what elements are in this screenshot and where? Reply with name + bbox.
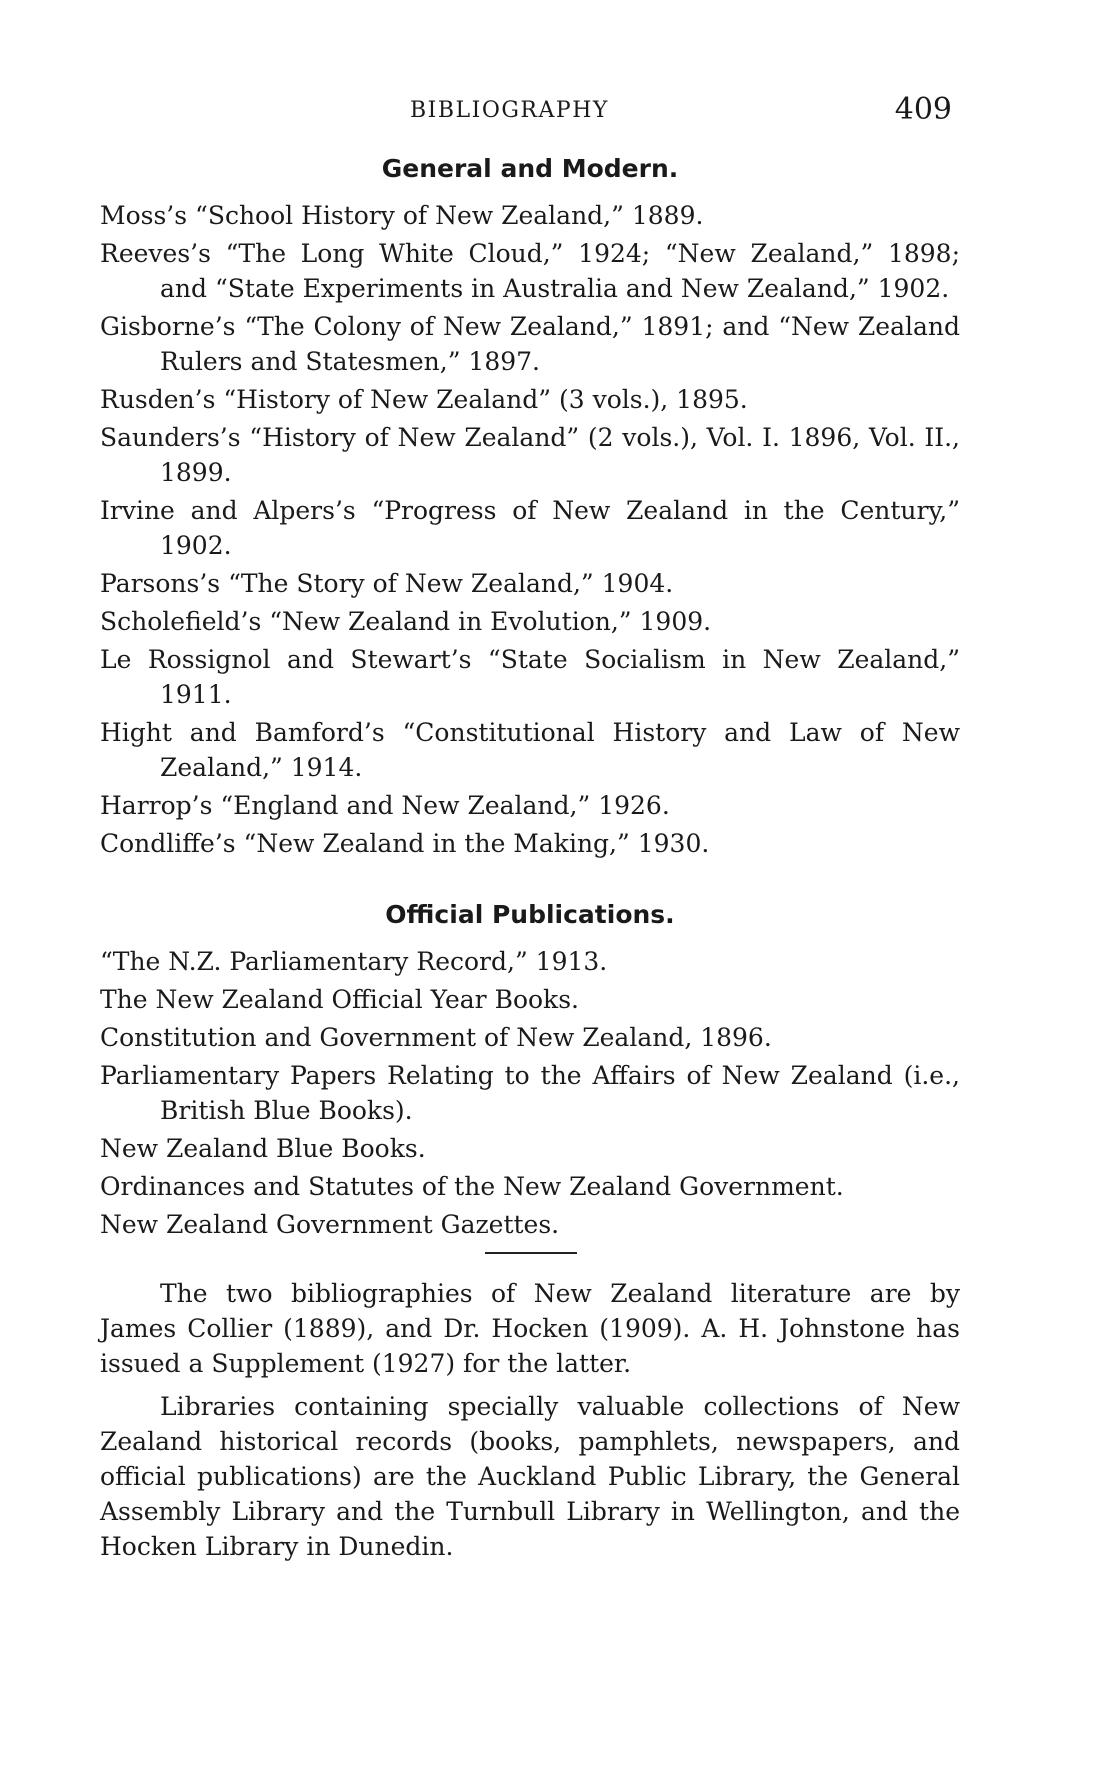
publication-entry: “The N.Z. Parliamentary Record,” 1913.	[100, 947, 608, 976]
publication-entry: The New Zealand Official Year Books.	[100, 985, 579, 1014]
general-bibliography-list	[100, 198, 960, 864]
bibliography-entry: Gisborne’s “The Colony of New Zealand,” 1891; and “New Zealand Rulers and Statesmen,” 1897.	[100, 312, 960, 376]
bibliography-entry: Le Rossignol and Stewart’s “State Socialism in New Zealand,” 1911.	[100, 645, 960, 709]
page-number: 409	[894, 92, 952, 127]
running-header	[100, 92, 960, 128]
bibliography-entry: Parsons’s “The Story of New Zealand,” 1904.	[100, 569, 674, 598]
bibliography-entry: Harrop’s “England and New Zealand,” 1926.	[100, 791, 670, 820]
running-title: BIBLIOGRAPHY	[410, 98, 609, 123]
publication-entry: Constitution and Government of New Zealand, 1896.	[100, 1023, 772, 1052]
bibliography-entry: Reeves’s “The Long White Cloud,” 1924; “New Zealand,” 1898; and “State Experiments in Australia and New Zealand,” 1902.	[100, 239, 960, 303]
bibliography-entry: Saunders’s “History of New Zealand” (2 vols.), Vol. I. 1896, Vol. II., 1899.	[100, 423, 960, 487]
publication-entry: New Zealand Government Gazettes.	[100, 1210, 560, 1239]
official-publications-list	[100, 944, 960, 1245]
paragraph: The two bibliographies of New Zealand literature are by James Collier (1889), and Dr. Hocken (1909). A. H. Johnstone has issued a Supplement (1927) for the latter.	[100, 1279, 960, 1378]
section-divider	[485, 1252, 577, 1254]
paragraph: Libraries containing specially valuable collections of New Zealand historical records (books, pamphlets, newspapers, and official publications) are the Auckland Public Library, the General Assembly Library and the Turnbull Library in Wellington, and the Hocken Library in Dunedin.	[100, 1392, 960, 1561]
closing-notes	[100, 1276, 960, 1572]
bibliography-entry: Moss’s “School History of New Zealand,” 1889.	[100, 201, 704, 230]
publication-entry: Parliamentary Papers Relating to the Affairs of New Zealand (i.e., British Blue Books).	[100, 1061, 960, 1125]
publication-entry: New Zealand Blue Books.	[100, 1134, 426, 1163]
bibliography-entry: Rusden’s “History of New Zealand” (3 vols.), 1895.	[100, 385, 748, 414]
section-heading-general: General and Modern.	[381, 154, 679, 183]
bibliography-entry: Irvine and Alpers’s “Progress of New Zealand in the Century,” 1902.	[100, 496, 960, 560]
publication-entry: Ordinances and Statutes of the New Zealand Government.	[100, 1172, 844, 1201]
bibliography-entry: Condliffe’s “New Zealand in the Making,” 1930.	[100, 829, 710, 858]
bibliography-entry: Scholefield’s “New Zealand in Evolution,” 1909.	[100, 607, 712, 636]
bibliography-entry: Hight and Bamford’s “Constitutional History and Law of New Zealand,” 1914.	[100, 718, 960, 782]
section-heading-official: Official Publications.	[385, 900, 675, 929]
